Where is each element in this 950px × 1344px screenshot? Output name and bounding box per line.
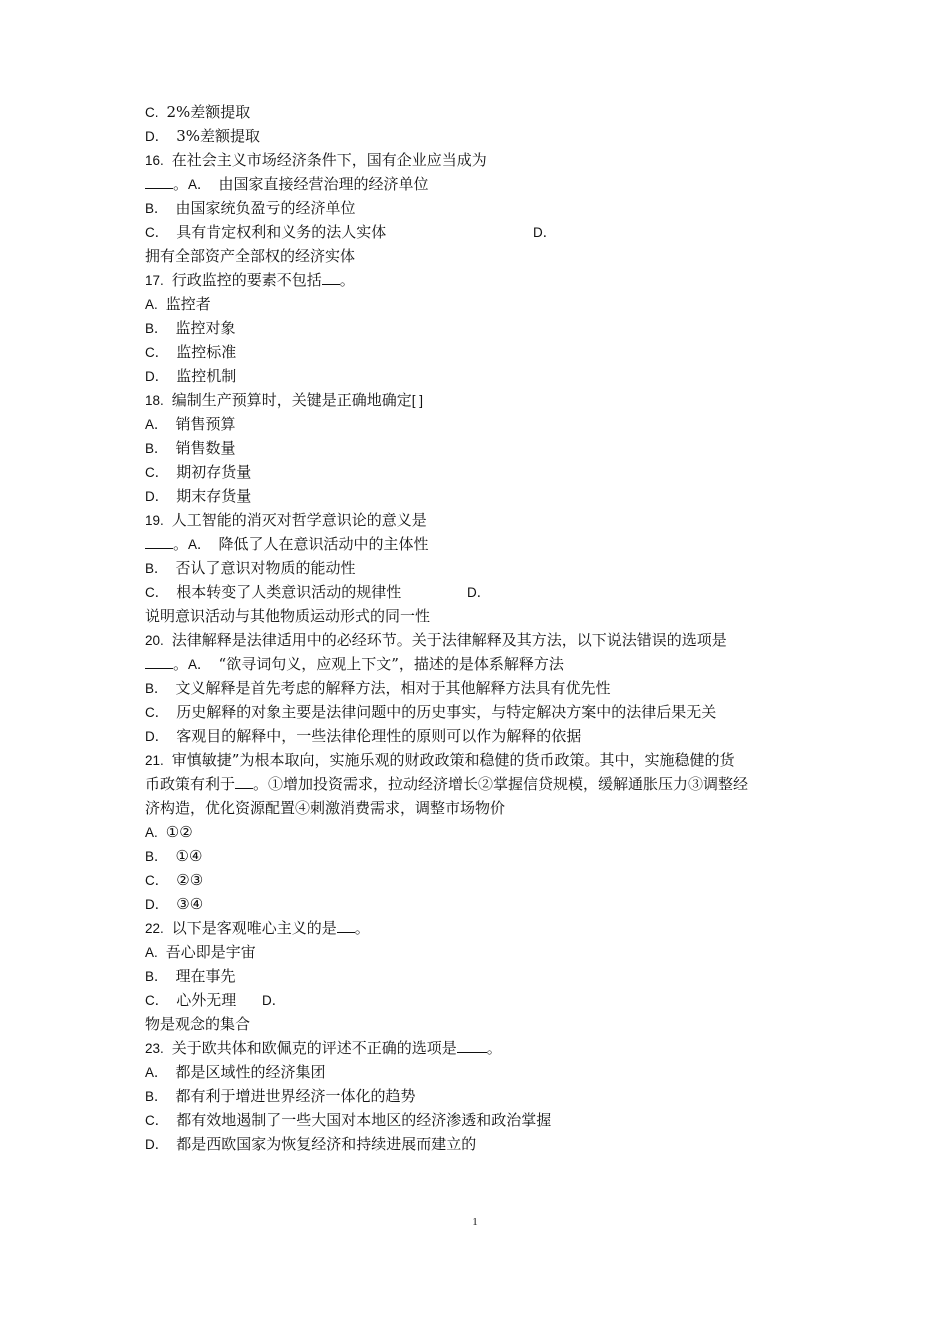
answer-blank xyxy=(235,772,253,789)
q20-option-c xyxy=(145,700,716,724)
option-label: C． xyxy=(145,585,169,600)
option-text: ②③ xyxy=(176,871,204,889)
q19-option-c xyxy=(145,580,401,604)
q20-option-b xyxy=(145,676,611,700)
question-number: 17. xyxy=(145,273,164,288)
answer-bracket: [ ] xyxy=(411,393,424,408)
answer-blank xyxy=(322,268,340,285)
q21-stem xyxy=(145,748,734,772)
option-label: B． xyxy=(145,849,168,864)
option-text: ①④ xyxy=(175,847,203,865)
option-text: 降低了人在意识活动中的主体性 xyxy=(218,535,429,553)
option-text: 吾心即是宇宙 xyxy=(165,943,256,961)
q16-option-d-label xyxy=(533,220,556,244)
option-label: A． xyxy=(188,657,211,672)
question-text: 法律解释是法律适用中的必经环节。关于法律解释及其方法，以下说法错误的选项是 xyxy=(171,631,727,649)
q23-option-d xyxy=(145,1132,476,1156)
q18-option-c xyxy=(145,460,251,484)
question-text: 关于欧共体和欧佩克的评述不正确的选项是 xyxy=(171,1039,457,1057)
answer-blank xyxy=(145,532,173,549)
q16-option-a xyxy=(145,172,429,196)
option-label: C． xyxy=(145,1113,169,1128)
punctuation: 。 xyxy=(339,271,355,289)
question-text: 币政策有利于 xyxy=(145,775,236,793)
option-text: 销售预算 xyxy=(175,415,236,433)
option-label: D． xyxy=(145,489,169,504)
answer-blank xyxy=(145,172,173,189)
q16-option-c xyxy=(145,220,386,244)
option-text: 拥有全部资产全部权的经济实体 xyxy=(145,247,356,265)
q23-stem xyxy=(145,1036,502,1060)
option-text: 3%差额提取 xyxy=(176,127,261,145)
option-label: D． xyxy=(467,585,491,600)
punctuation: 。 xyxy=(486,1039,502,1057)
option-text: 2%差额提取 xyxy=(166,103,251,121)
option-text: 文义解释是首先考虑的解释方法，相对于其他解释方法具有优先性 xyxy=(175,679,611,697)
option-text: 客观目的解释中，一些法律伦理性的原则可以作为解释的依据 xyxy=(176,727,582,745)
q21-option-d xyxy=(145,892,203,916)
question-text: 人工智能的消灭对哲学意识论的意义是 xyxy=(171,511,427,529)
option-label: B． xyxy=(145,681,168,696)
option-text: 具有肯定权利和义务的法人实体 xyxy=(176,223,387,241)
q17-option-d xyxy=(145,364,236,388)
option-text: 销售数量 xyxy=(175,439,236,457)
q21-option-c xyxy=(145,868,203,892)
option-label: A． xyxy=(188,177,211,192)
q22-option-d xyxy=(145,1012,250,1036)
question-number: 18. xyxy=(145,393,164,408)
option-label: D． xyxy=(145,897,169,912)
option-text: 历史解释的对象主要是法律问题中的历史事实，与特定解决方案中的法律后果无关 xyxy=(176,703,717,721)
option-text: 心外无理 xyxy=(176,991,237,1009)
q19-option-d xyxy=(145,604,430,628)
option-text: 否认了意识对物质的能动性 xyxy=(175,559,356,577)
q17-stem xyxy=(145,268,355,292)
q17-option-a xyxy=(145,292,211,316)
question-text: 在社会主义市场经济条件下，国有企业应当成为 xyxy=(171,151,487,169)
question-number: 21. xyxy=(145,753,164,768)
answer-blank xyxy=(337,916,355,933)
question-text: 行政监控的要素不包括 xyxy=(171,271,322,289)
q22-option-c xyxy=(145,988,236,1012)
q16-option-d xyxy=(145,244,355,268)
q15-option-c xyxy=(145,100,250,124)
option-label: C． xyxy=(145,993,169,1008)
option-label: A． xyxy=(188,537,211,552)
q22-option-b xyxy=(145,964,236,988)
option-label: B． xyxy=(145,201,168,216)
punctuation: 。 xyxy=(173,655,189,673)
q23-option-a xyxy=(145,1060,326,1084)
q16-stem xyxy=(145,148,487,172)
option-label: C． xyxy=(145,225,169,240)
option-label: B． xyxy=(145,969,168,984)
q17-option-c xyxy=(145,340,236,364)
q22-stem xyxy=(145,916,370,940)
q23-option-b xyxy=(145,1084,416,1108)
question-text: 编制生产预算时，关键是正确地确定 xyxy=(171,391,412,409)
option-text: 说明意识活动与其他物质运动形式的同一性 xyxy=(145,607,431,625)
option-text: 由国家统负盈亏的经济单位 xyxy=(175,199,356,217)
page-number: 1 xyxy=(472,1216,478,1228)
option-label: D． xyxy=(145,369,169,384)
q18-option-d xyxy=(145,484,251,508)
question-number: 19. xyxy=(145,513,164,528)
option-label: B． xyxy=(145,441,168,456)
option-label: C． xyxy=(145,345,169,360)
question-number: 22. xyxy=(145,921,164,936)
option-label: C． xyxy=(145,873,169,888)
option-text: 期末存货量 xyxy=(176,487,252,505)
q18-stem xyxy=(145,388,423,412)
q16-option-b xyxy=(145,196,356,220)
option-label: A． xyxy=(145,1065,168,1080)
q17-option-b xyxy=(145,316,236,340)
option-text: 根本转变了人类意识活动的规律性 xyxy=(176,583,402,601)
punctuation: 。 xyxy=(173,535,189,553)
question-text: 以下是客观唯心主义的是 xyxy=(171,919,337,937)
option-text: 理在事先 xyxy=(175,967,236,985)
answer-blank xyxy=(145,652,173,669)
q19-option-d-label xyxy=(467,580,490,604)
option-label: D． xyxy=(145,129,169,144)
q19-option-a xyxy=(145,532,429,556)
q21-option-a xyxy=(145,820,193,844)
option-label: A． xyxy=(145,417,168,432)
punctuation: 。 xyxy=(354,919,370,937)
q23-option-c xyxy=(145,1108,551,1132)
option-label: C． xyxy=(145,465,169,480)
question-text: 。①增加投资需求，拉动经济增长②掌握信贷规模，缓解通胀压力③调整经 xyxy=(253,775,749,793)
option-label: D． xyxy=(145,729,169,744)
q15-option-d xyxy=(145,124,260,148)
q21-stem-line3 xyxy=(145,796,505,820)
option-label: A. xyxy=(145,945,158,960)
question-number: 20. xyxy=(145,633,164,648)
option-text: ①② xyxy=(165,823,193,841)
option-label: A. xyxy=(145,825,158,840)
question-text: 审慎敏捷”为根本取向，实施乐观的财政政策和稳健的货币政策。其中，实施稳健的货 xyxy=(171,751,735,769)
question-text: 济构造，优化资源配置④刺激消费需求，调整市场物价 xyxy=(145,799,506,817)
option-label: B． xyxy=(145,321,168,336)
q20-option-d xyxy=(145,724,581,748)
question-number: 23. xyxy=(145,1041,164,1056)
q22-option-a xyxy=(145,940,256,964)
option-text: “欲寻词句义，应观上下文”，描述的是体系解释方法 xyxy=(218,655,564,673)
q22-option-d-label xyxy=(262,988,285,1012)
q20-option-a xyxy=(145,652,564,676)
q20-stem xyxy=(145,628,727,652)
option-label: B． xyxy=(145,561,168,576)
q19-option-b xyxy=(145,556,356,580)
option-text: 监控者 xyxy=(165,295,211,313)
option-label: C. xyxy=(145,105,159,120)
answer-blank xyxy=(457,1036,487,1053)
q19-stem xyxy=(145,508,427,532)
option-label: D． xyxy=(262,993,286,1008)
option-text: 由国家直接经营治理的经济单位 xyxy=(218,175,429,193)
option-label: D． xyxy=(145,1137,169,1152)
option-text: 监控对象 xyxy=(175,319,236,337)
option-text: ③④ xyxy=(176,895,204,913)
q18-option-b xyxy=(145,436,236,460)
option-label: D． xyxy=(533,225,557,240)
q21-stem-line2 xyxy=(145,772,748,796)
q21-option-b xyxy=(145,844,202,868)
question-number: 16. xyxy=(145,153,164,168)
option-label: B． xyxy=(145,1089,168,1104)
option-text: 监控机制 xyxy=(176,367,237,385)
option-label: C． xyxy=(145,705,169,720)
option-text: 监控标准 xyxy=(176,343,237,361)
option-text: 都是区域性的经济集团 xyxy=(175,1063,326,1081)
option-text: 都有利于增进世界经济一体化的趋势 xyxy=(175,1087,416,1105)
q18-option-a xyxy=(145,412,236,436)
punctuation: 。 xyxy=(173,175,189,193)
option-text: 都是西欧国家为恢复经济和持续进展而建立的 xyxy=(176,1135,477,1153)
option-text: 物是观念的集合 xyxy=(145,1015,251,1033)
option-text: 期初存货量 xyxy=(176,463,252,481)
option-label: A. xyxy=(145,297,158,312)
option-text: 都有效地遏制了一些大国对本地区的经济渗透和政治掌握 xyxy=(176,1111,552,1129)
